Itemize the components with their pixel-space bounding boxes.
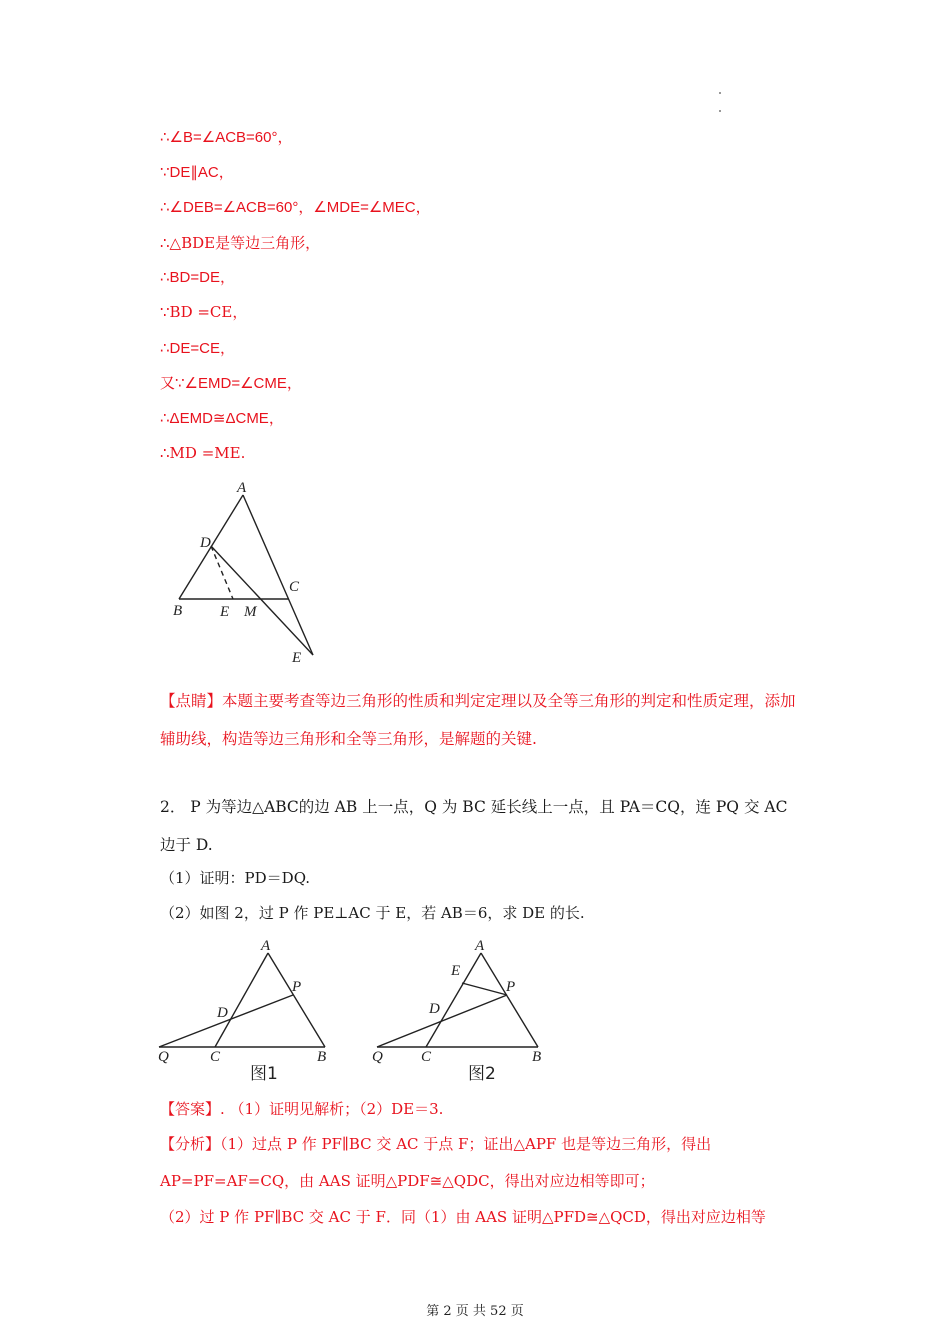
analysis-tag: 【分析】	[160, 1135, 221, 1153]
answer-tag: 【答案】	[160, 1100, 221, 1118]
analysis-line-2: AP=PF=AF=CQ，由 AAS 证明△PDF≅△QDC，得出对应边相等即可；	[160, 1172, 655, 1190]
fig1-label-d: D	[217, 1005, 228, 1021]
proof-line: 又∵∠EMD=∠CME，	[160, 375, 302, 392]
problem-stem: 2． P 为等边△ABC的边 AB 上一点，Q 为 BC 延长线上一点，且 PA＝CQ，连 PQ 交 AC 边于 D.	[160, 798, 788, 854]
corner-mark	[719, 110, 721, 112]
fig1-label-c: C	[210, 1049, 221, 1065]
analysis-line-1	[160, 1134, 711, 1154]
fig2-label-p: P	[506, 979, 516, 995]
label-m: M	[244, 604, 257, 620]
proof-line: ∴DE=CE，	[160, 340, 235, 357]
fig2-label-c: C	[421, 1049, 432, 1065]
comment-text: 本题主要考查等边三角形的性质和判定定理以及全等三角形的判定和性质定理，添加辅助线，构造等边三角形和全等三角形，是解题的关键.	[160, 692, 796, 748]
analysis-text-1: （1）过点 P 作 PF∥BC 交 AC 于点 F；证出△APF 也是等边三角形，得出	[220, 1135, 712, 1153]
proof-line: ∴∠DEB=∠ACB=60°，∠MDE=∠MEC，	[160, 199, 431, 216]
triangle-figure-bde	[165, 475, 335, 670]
analysis-line-3: （2）过 P 作 PF∥BC 交 AC 于 F．同（1）由 AAS 证明△PFD≅△QCD，得出对应边相等	[160, 1208, 766, 1226]
answer-line	[160, 1099, 443, 1119]
fig2-label-d: D	[429, 1001, 440, 1017]
proof-line: ∴ΔEMD≅ΔCME，	[160, 410, 284, 427]
proof-line: ∴∠B=∠ACB=60°，	[160, 129, 293, 146]
answer-text: . （1）证明见解析；（2）DE＝3.	[220, 1100, 444, 1118]
label-d: D	[200, 535, 211, 551]
proof-line: ∵BD =CE，	[160, 303, 248, 321]
label-c: C	[289, 579, 300, 595]
label-b: B	[173, 603, 183, 619]
problem-part2: （2）如图 2，过 P 作 PE⊥AC 于 E，若 AB＝6，求 DE 的长.	[160, 904, 585, 922]
fig2-label-b: B	[532, 1049, 542, 1065]
fig2-label-a: A	[475, 938, 485, 954]
problem-part1: （1）证明：PD＝DQ.	[160, 869, 311, 887]
proof-line: ∴△BDE是等边三角形，	[160, 234, 321, 252]
fig1-label-p: P	[292, 979, 302, 995]
fig1-caption: 图1	[250, 1064, 278, 1084]
fig1-label-q: Q	[158, 1049, 169, 1065]
proof-line: ∴BD=DE，	[160, 269, 235, 286]
label-a: A	[237, 480, 247, 496]
comment-tag: 【点睛】	[160, 692, 223, 710]
proof-line: ∵DE∥AC，	[160, 164, 234, 181]
fig2-label-e: E	[451, 963, 461, 979]
label-e-bottom: E	[292, 650, 302, 666]
triangle-figures-pq	[155, 935, 555, 1085]
corner-mark	[719, 92, 721, 94]
proof-line: ∴MD =ME.	[160, 444, 246, 462]
fig1-label-b: B	[317, 1049, 327, 1065]
fig1-label-a: A	[261, 938, 271, 954]
fig2-label-q: Q	[372, 1049, 383, 1065]
fig2-caption: 图2	[468, 1064, 496, 1084]
comment-block	[160, 682, 800, 758]
label-e: E	[220, 604, 230, 620]
page-footer: 第 2 页 共 52 页	[426, 1304, 524, 1319]
